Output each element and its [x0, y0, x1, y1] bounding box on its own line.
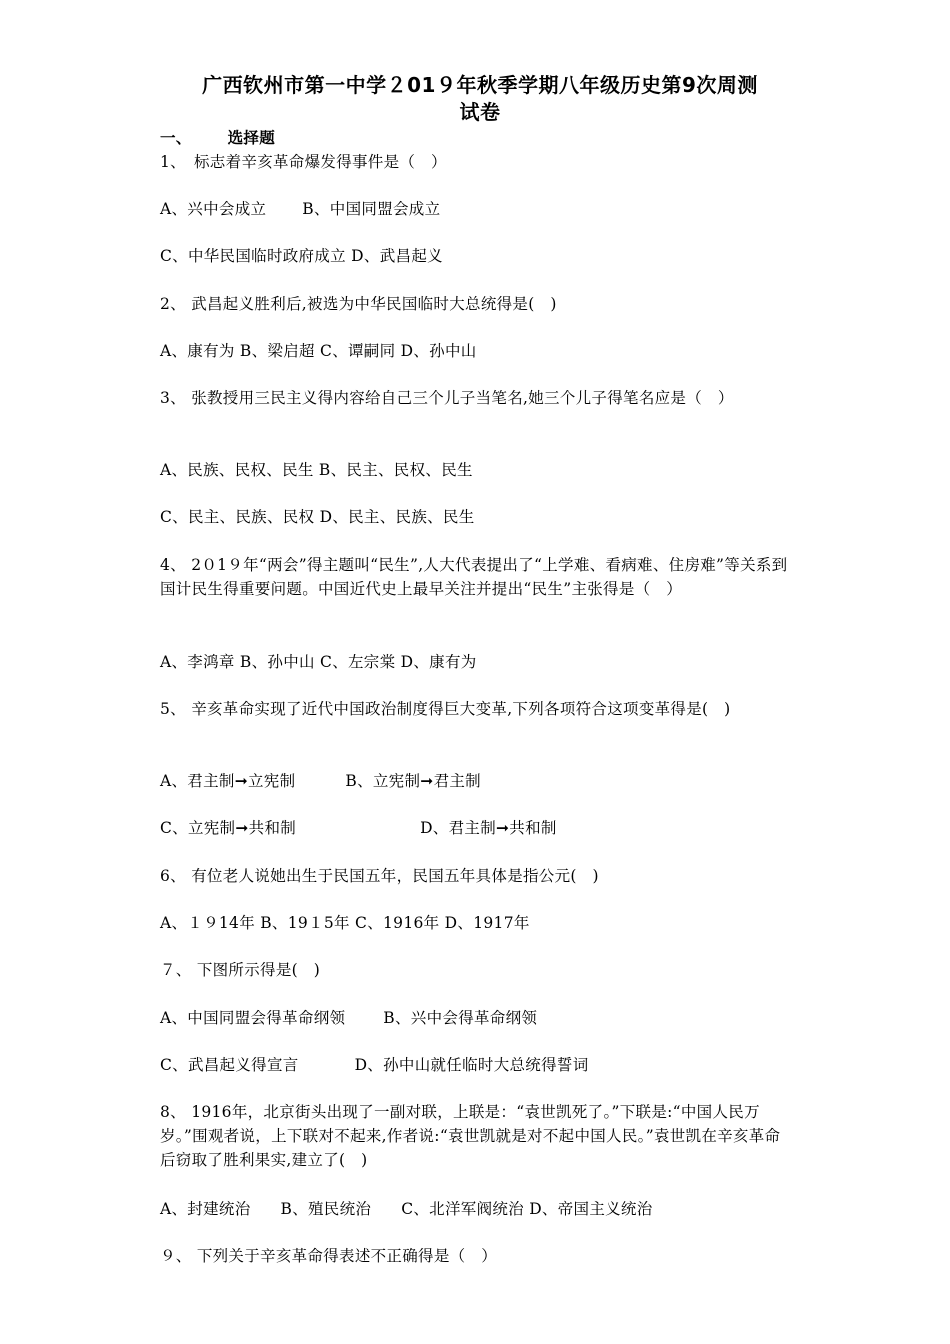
question-7-options-row-2 [160, 1053, 589, 1077]
question-4-options: A、李鸿章 B、孙中山 C、左宗棠 D、康有为 [160, 653, 477, 671]
question-8-options [160, 1197, 653, 1221]
question-5: 5、 辛亥革命实现了近代中国政治制度得巨大变革,下列各项符合这项变革得是( ) [160, 700, 731, 718]
title-line-1: 广西钦州市第一中学２01９年秋季学期八年级历史第9次周测 [202, 73, 758, 97]
question-3-options-row-2: C、民主、民族、民权 D、民主、民族、民生 [160, 508, 475, 526]
document-title [160, 72, 800, 126]
section-number: 一、 [160, 129, 192, 147]
question-8: 8、 1916年，北京街头出现了一副对联，上联是：“袁世凯死了。”下联是:“中国人民万岁。”围观者说，上下联对不起来,作者说:“袁世凯就是对不起中国人民。”袁世凯在辛亥革命后窃取了胜利果实,建立了( ) [160, 1103, 781, 1169]
question-5-options-row-1 [160, 769, 481, 793]
question-7: ７、 下图所示得是( ) [160, 961, 321, 979]
question-9: ９、 下列关于辛亥革命得表述不正确得是（ ） [160, 1247, 498, 1265]
option-c: C、立宪制➞共和制 [160, 819, 297, 837]
option-c: C、武昌起义得宣言 [160, 1056, 299, 1074]
question-7-options-row-1 [160, 1006, 537, 1030]
question-1-options-row-1 [160, 197, 440, 221]
question-6: 6、 有位老人说她出生于民国五年，民国五年具体是指公元( ) [160, 867, 599, 885]
option-a: A、中国同盟会得革命纲领 [160, 1009, 346, 1027]
option-d: D、孙中山就任临时大总统得誓词 [354, 1056, 589, 1074]
question-3: 3、 张教授用三民主义得内容给自己三个儿子当笔名,她三个儿子得笔名应是（ ） [160, 389, 734, 407]
question-3-options-row-1: A、民族、民权、民生 B、民主、民权、民生 [160, 461, 473, 479]
title-line-2: 试卷 [459, 100, 501, 124]
question-2: 2、 武昌起义胜利后,被选为中华民国临时大总统得是( ) [160, 295, 557, 313]
option-b: B、殖民统治 [280, 1200, 372, 1218]
option-c-d: C、北洋军阀统治 D、帝国主义统治 [401, 1200, 653, 1218]
question-1-options-row-2: C、中华民国临时政府成立 D、武昌起义 [160, 247, 443, 265]
question-6-options: A、１９14年 B、19１5年 C、1916年 D、1917年 [160, 914, 530, 932]
section-label: 选择题 [227, 129, 276, 147]
option-b: B、立宪制➞君主制 [345, 772, 481, 790]
option-a: A、兴中会成立 [160, 200, 267, 218]
question-5-options-row-2 [160, 816, 557, 840]
question-2-options: A、康有为 B、梁启超 C、谭嗣同 D、孙中山 [160, 342, 477, 360]
question-4: 4、 2０1９年“两会”得主题叫“民生”,人大代表提出了“上学难、看病难、住房难”等关系到国计民生得重要问题。中国近代史上最早关注并提出“民生”主张得是（ ） [160, 556, 788, 598]
option-d: D、君主制➞共和制 [420, 819, 557, 837]
option-a: A、封建统治 [160, 1200, 251, 1218]
option-a: A、君主制➞立宪制 [160, 772, 296, 790]
question-1: 1、 标志着辛亥革命爆发得事件是（ ） [160, 153, 447, 171]
option-b: B、中国同盟会成立 [302, 200, 441, 218]
section-heading [160, 126, 275, 150]
option-b: B、兴中会得革命纲领 [383, 1009, 538, 1027]
